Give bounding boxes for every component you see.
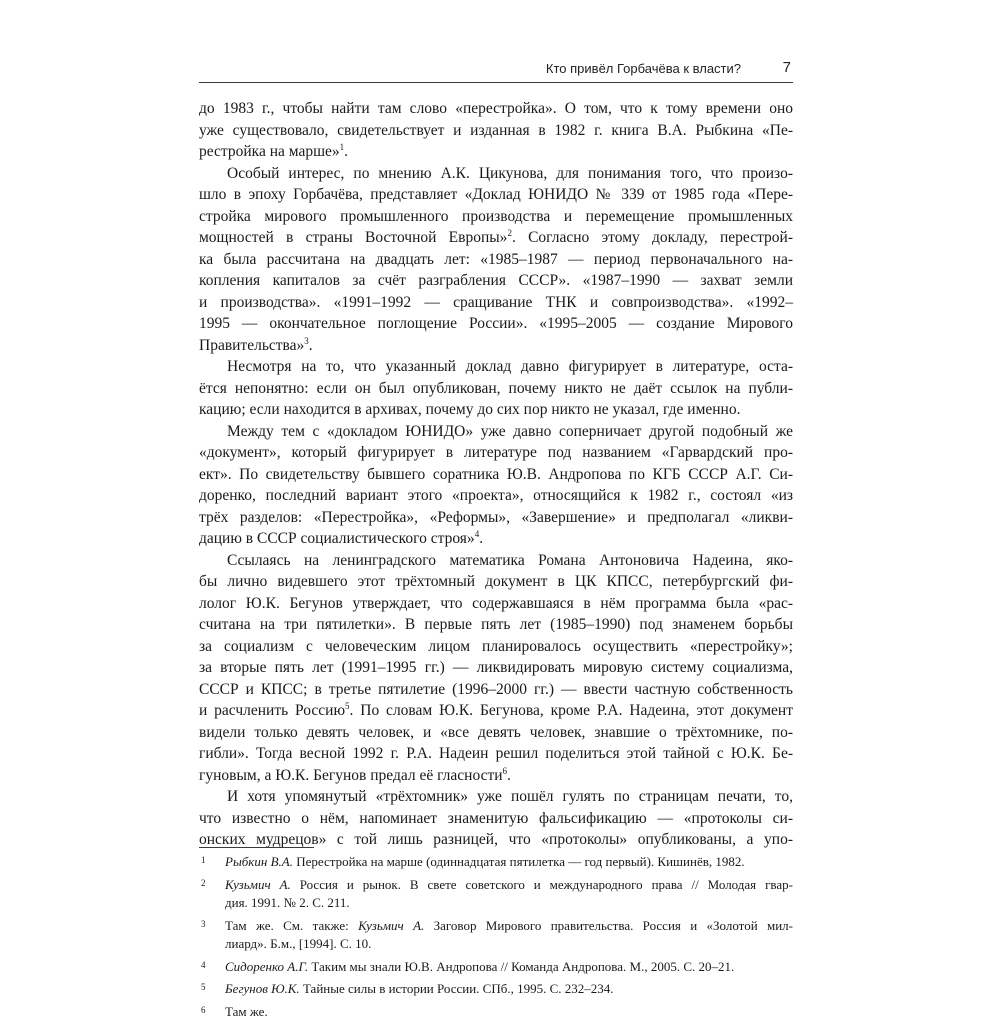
text-line: онских мудрецов» с той лишь разницей, что «протоколы» опубликованы, а упо- — [199, 831, 793, 848]
footnote-ref[interactable]: 3 — [304, 335, 309, 346]
text-line: стройка мирового промышленного производства и перемещение промышленных — [199, 207, 793, 225]
footnote-separator — [199, 847, 314, 848]
footnote — [199, 1003, 793, 1022]
footnote-ref[interactable]: 4 — [474, 528, 480, 539]
footnote-line: Сидоренко А.Г. Таким мы знали Ю.В. Андропова // Команда Андропова. М., 2005. С. 20–21. — [225, 958, 735, 974]
footnote-line: Кузьмич А. Россия и рынок. В свете советского и международного права // Молодая гвар- — [225, 876, 793, 892]
footnote — [199, 917, 793, 954]
text-line: считана на три пятилетки». В первые пять лет (1985–1990) под знаменем борьбы — [199, 616, 793, 633]
text-line: копления капиталов за счёт разграбления СССР». «1987–1990 — захват земли — [199, 272, 793, 289]
text-line: что известно о нём, напоминает знаменитую фальсификацию — «протоколы си- — [199, 809, 793, 827]
footnote-author: Кузьмич А. — [358, 917, 425, 933]
text-line: Ссылаясь на ленинградского математика Романа Антоновича Надеина, яко- — [227, 551, 793, 569]
footnotes — [199, 853, 793, 1025]
footnote-author: Рыбкин В.А. — [225, 854, 293, 869]
footnote-ref[interactable]: 6 — [502, 765, 508, 776]
footnote — [199, 876, 793, 913]
footnote-ref[interactable]: 5 — [345, 700, 350, 711]
footnote-number: 1 — [201, 855, 206, 865]
text-line: и производства». «1991–1992 — сращивание ТНК и совпроизводства». «1992– — [199, 293, 793, 311]
page-number: 7 — [782, 59, 791, 76]
text-line: ка была рассчитана на двадцать лет: «1985–1987 — период первоначального на- — [199, 250, 793, 268]
text-line: ект». По свидетельству бывшего соратника Ю.В. Андропова по КГБ СССР А.Г. Си- — [199, 465, 793, 483]
text-line: ётся непонятно: если он был опубликован, почему никто не даёт ссылок на публи- — [199, 379, 793, 397]
text-line: и расчленить Россию$^5$. По словам Ю.К. Бегунова, кроме Р.А. Надеина, этот документ — [199, 700, 793, 719]
footnote — [199, 980, 793, 999]
running-title: Кто привёл Горбачёва к власти? — [545, 61, 741, 76]
text-line: дацию в СССР социалистического строя»$^4$. — [199, 528, 484, 547]
footnote-line: Рыбкин В.А. Перестройка на марше (одиннадцатая пятилетка — год первый). Кишинёв, 1982. — [225, 854, 745, 869]
text-line: «документ», который фигурирует в литературе под названием «Гарвардский про- — [199, 444, 793, 461]
footnote — [199, 958, 793, 977]
footnote-line: дия. 1991. № 2. С. 211. — [225, 895, 350, 910]
footnote-number: 6 — [201, 1004, 206, 1015]
footnote-ref[interactable]: 1 — [339, 141, 345, 152]
text-line: уже существовало, свидетельствует и изданная в 1982 г. книга В.А. Рыбкина «Пе- — [199, 121, 793, 139]
text-line: гуновым, а Ю.К. Бегунов предал её гласности$^6$. — [199, 765, 511, 784]
footnote-author: Сидоренко А.Г. — [225, 958, 309, 974]
footnote-number: 3 — [201, 918, 206, 929]
footnote-line: Там же. См. также: Кузьмич А. Заговор Мирового правительства. Россия и «Золотой мил- — [225, 917, 793, 933]
footnote-number: 5 — [201, 982, 206, 992]
footnote-line: Бегунов Ю.К. Тайные силы в истории России. СПб., 1995. С. 232–234. — [225, 981, 614, 996]
text-line: рестройка на марше»$^1$. — [199, 141, 349, 160]
text-line: Правительства»$^3$. — [199, 335, 313, 354]
text-line: Особый интерес, по мнению А.К. Цикунова, для понимания того, что произо- — [227, 164, 793, 182]
text-line: Несмотря на то, что указанный доклад давно фигурирует в литературе, оста- — [227, 358, 793, 375]
text-line: мощностей в страны Восточной Европы»$^2$. Согласно этому докладу, перестрой- — [199, 227, 793, 246]
text-line: до 1983 г., чтобы найти там слово «перестройка». О том, что к тому времени оно — [199, 100, 793, 117]
text-line: И хотя упомянутый «трёхтомник» уже пошёл гулять по страницам печати, то, — [227, 788, 793, 805]
text-line: Между тем с «докладом ЮНИДО» уже давно соперничает другой подобный же — [227, 422, 793, 440]
body-text — [199, 98, 793, 851]
footnote-line: Там же. — [225, 1003, 268, 1019]
text-line: бы лично видевшего этот трёхтомный документ в ЦК КПСС, петербургский фи- — [199, 573, 793, 590]
footnote-number: 2 — [201, 877, 206, 888]
text-line: гибли». Тогда весной 1992 г. Р.А. Надеин решил поделиться этой тайной с Ю.К. Бе- — [199, 745, 793, 762]
text-line: лолог Ю.К. Бегунов утверждает, что содержавшаяся в нём программа была «рас- — [199, 594, 793, 612]
footnote-author: Бегунов Ю.К. — [225, 981, 300, 996]
footnote-ref[interactable]: 2 — [507, 227, 512, 238]
footnote-author: Кузьмич А. — [225, 876, 291, 892]
running-head — [199, 56, 793, 83]
text-line: СССР и КПСС; в третье пятилетие (1996–2000 гг.) — ввести частную собственность — [199, 680, 793, 698]
text-line: кацию; если находится в архивах, почему до сих пор никто не указал, где именно. — [199, 401, 741, 418]
footnote — [199, 853, 793, 872]
text-line: доренко, последний вариант этого «проекта», относящийся к 1982 г., состоял «из — [199, 487, 793, 504]
footnote-line: лиард». Б.м., [1994]. С. 10. — [225, 936, 372, 951]
book-page — [199, 56, 793, 1019]
text-line: за социализм с человеческим лицом планировалось осуществить «перестройку»; — [199, 637, 793, 655]
text-line: за вторые пять лет (1991–1995 гг.) — ликвидировать мировую систему социализма, — [199, 659, 793, 676]
text-line: видели только девять человек, и «все девять человек, знавшие о трёхтомнике, по- — [199, 723, 793, 741]
footnote-number: 4 — [201, 959, 206, 970]
text-line: трёх разделов: «Перестройка», «Реформы», «Завершение» и предполагал «ликви- — [199, 508, 793, 526]
text-line: 1995 — окончательное поглощение России». «1995–2005 — создание Мирового — [199, 315, 793, 332]
text-line: шло в эпоху Горбачёва, представляет «Доклад ЮНИДО № 339 от 1985 года «Пере- — [199, 186, 793, 203]
